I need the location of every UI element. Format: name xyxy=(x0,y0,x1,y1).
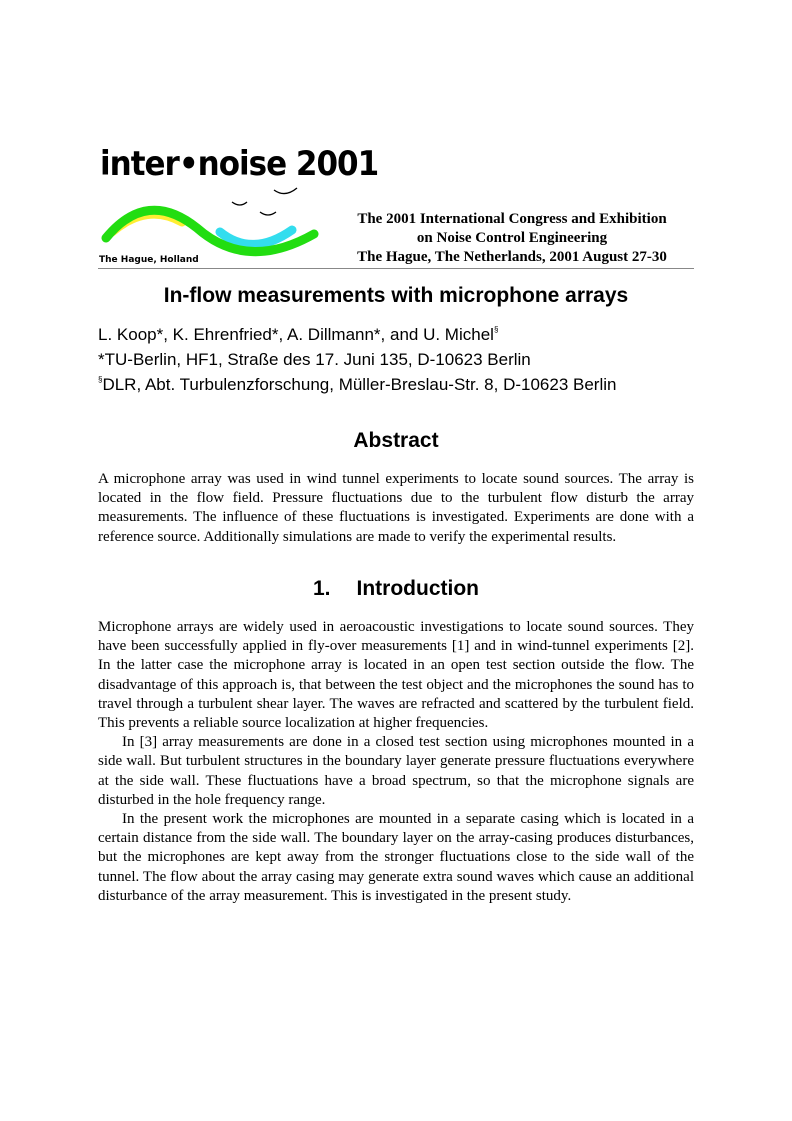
conference-line-3: The Hague, The Netherlands, 2001 August 27-30 xyxy=(357,249,667,265)
author-block xyxy=(98,322,738,397)
logo-wave-cyan xyxy=(220,230,292,245)
affiliation-2-text: DLR, Abt. Turbulenzforschung, Müller-Breslau-Str. 8, D-10623 Berlin xyxy=(102,375,617,394)
intro-paragraph-2: In [3] array measurements are done in a closed test section using microphones mounted in a side wall. But turbulent structures in the boundary layer generate pressure fluctuations everywhere at the side wall. These fluctuations have a broad spectrum, so that the microphone signals are disturbed in the hole frequency range. xyxy=(98,734,694,808)
conference-line-1: The 2001 International Congress and Exhibition xyxy=(357,211,667,227)
logo-smile-mark xyxy=(274,188,297,194)
intro-paragraph-3: In the present work the microphones are mounted in a separate casing which is located in a certain distance from the side wall. The boundary layer on the array-casing produces disturbances, but the microphones are kept away from the stronger fluctuations close to the side wall of the tunnel. The flow about the array casing may generate extra sound waves which cause an additional disturbance of the array measurement. This is investigated in the present study. xyxy=(98,811,694,904)
introduction-heading xyxy=(0,575,792,603)
abstract-text xyxy=(98,470,694,547)
conference-logo xyxy=(92,140,379,270)
affiliation-1: *TU-Berlin, HF1, Straße des 17. Juni 135, D-10623 Berlin xyxy=(98,350,531,369)
header-rule xyxy=(98,268,694,269)
conference-info xyxy=(332,210,692,267)
affiliation-2 xyxy=(98,372,738,397)
affiliation-mark: § xyxy=(98,375,103,384)
logo-caption: The Hague, Holland xyxy=(99,255,199,265)
introduction-body xyxy=(98,618,694,906)
author-names xyxy=(98,322,738,347)
conference-line-2: on Noise Control Engineering xyxy=(416,230,608,246)
wave-logo-graphic xyxy=(92,180,332,260)
section-number: 1. xyxy=(313,577,331,600)
logo-smile-mark xyxy=(260,212,276,215)
abstract-heading: Abstract xyxy=(353,429,439,452)
author-names-text: L. Koop*, K. Ehrenfried*, A. Dillmann*, and U. Michel xyxy=(98,325,494,344)
logo-smile-mark xyxy=(232,202,247,205)
intro-paragraph-1: Microphone arrays are widely used in aeroacoustic investigations to locate sound sources. They have been successfully applied in fly-over measurements [1] and in wind-tunnel experiments [2]. In the latter case the microphone array is located in an open test section outside the flow. The disadvantage of this approach is, that between the test object and the microphones the sound has to travel through a turbulent shear layer. The waves are refracted and scattered by the turbulent field. This prevents a reliable source localization at higher frequencies. xyxy=(98,619,694,732)
affiliation-mark: § xyxy=(493,325,499,334)
section-title: Introduction xyxy=(356,577,479,600)
logo-title: inter•noise 2001 xyxy=(100,144,379,184)
paper-title: In-flow measurements with microphone arrays xyxy=(163,284,629,307)
abstract-paragraph: A microphone array was used in wind tunnel experiments to locate sound sources. The array is located in the flow field. Pressure fluctuations due to the turbulent flow disturb the array measurements. The influence of these fluctuations is investigated. Experiments are done with a reference source. Additionally simulations are made to verify the experimental results. xyxy=(98,471,694,545)
